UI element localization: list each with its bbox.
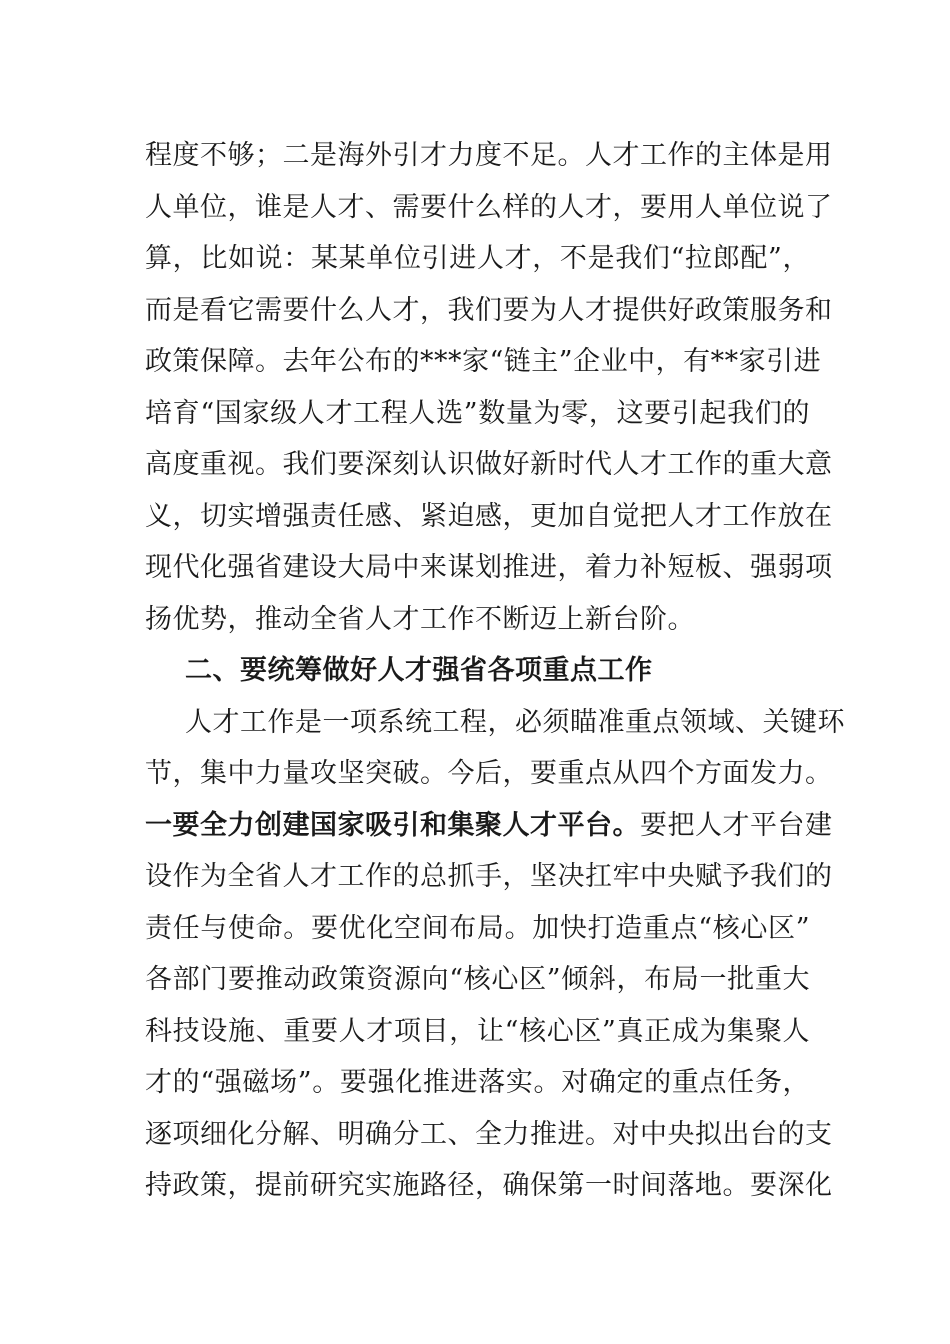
text-line: 设作为全省人才工作的总抓手，坚决扛牢中央赋予我们的 — [145, 861, 833, 892]
text-line: 高度重视。我们要深刻认识做好新时代人才工作的重大意 — [145, 449, 833, 480]
text-line: 程度不够；二是海外引才力度不足。人才工作的主体是用 — [145, 140, 833, 171]
text-line: 人单位，谁是人才、需要什么样的人才，要用人单位说了 — [145, 191, 833, 223]
line-continuation: 要把人才平台建 — [640, 809, 833, 841]
text-line: 扬优势，推动全省人才工作不断迈上新台阶。 — [145, 603, 695, 635]
text-line: 各部门要推动政策资源向“核心区”倾斜，布局一批重大 — [145, 964, 810, 995]
text-line: 人才工作是一项系统工程，必须瞄准重点领域、关键环 — [185, 706, 845, 738]
text-line: 算，比如说：某某单位引进人才，不是我们“拉郎配”， — [145, 243, 810, 274]
text-line: 逐项细化分解、明确分工、全力推进。对中央拟出台的支 — [145, 1118, 833, 1150]
paragraph-1 — [145, 130, 833, 645]
text-line: 才的“强磁场”。要强化推进落实。对确定的重点任务， — [145, 1067, 810, 1098]
paragraph-2 — [145, 697, 845, 1212]
text-line: 义，切实增强责任感、紧迫感，更加自觉把人才工作放在 — [145, 500, 833, 532]
text-line: 现代化强省建设大局中来谋划推进，着力补短板、强弱项 — [145, 552, 833, 583]
text-line: 责任与使命。要优化空间布局。加快打造重点“核心区” — [145, 912, 810, 944]
text-line: 培育“国家级人才工程人选”数量为零，这要引起我们的 — [145, 397, 810, 429]
text-line: 科技设施、重要人才项目，让“核心区”真正成为集聚人 — [145, 1015, 810, 1047]
section-heading: 二、要统筹做好人才强省各项重点工作 — [185, 655, 653, 686]
text-line: 节，集中力量攻坚突破。今后，要重点从四个方面发力。 — [145, 758, 833, 789]
text-line-mixed — [145, 800, 833, 852]
document-body — [145, 130, 845, 1212]
text-line: 政策保障。去年公布的***家“链主”企业中，有**家引进 — [145, 346, 822, 377]
bold-lead-sentence: 一要全力创建国家吸引和集聚人才平台。 — [145, 809, 640, 841]
text-line: 而是看它需要什么人才，我们要为人才提供好政策服务和 — [145, 294, 833, 326]
text-line: 持政策，提前研究实施路径，确保第一时间落地。要深化 — [145, 1170, 833, 1201]
